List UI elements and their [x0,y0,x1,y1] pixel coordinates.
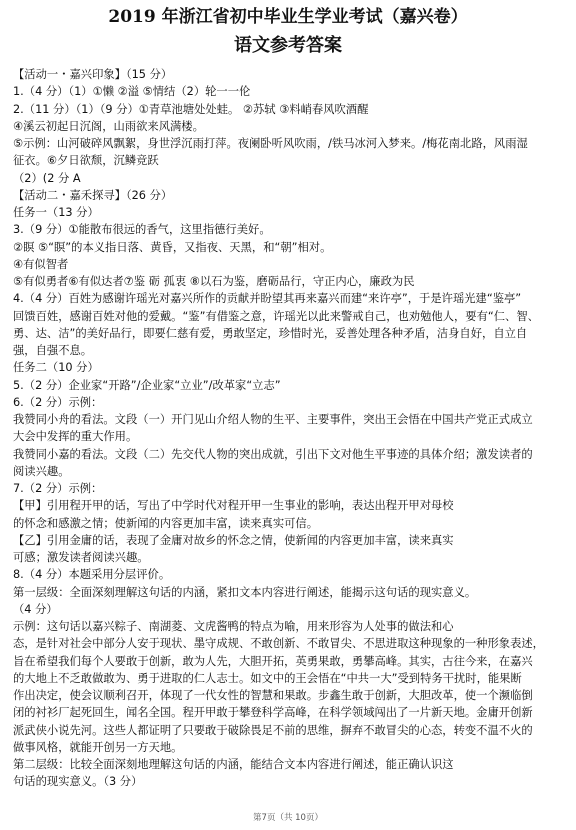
exam-title: 2019 年浙江省初中毕业生学业考试（嘉兴卷） [108,7,468,27]
text-line: 6.（2 分）示例： [13,395,103,409]
answer-body [13,66,565,791]
text-line: 1.（4 分）（1）①懒 ②溢 ⑤情结（2）轮一一伦 [13,85,251,99]
text-line: 【活动一・嘉兴印象】（15 分） [13,68,173,81]
text-line: 闭的衬衫厂起死回生，闻名全国。程开甲敢于攀登科学高峰，在科学领域闯出了一片新天地。金庸开创新 [13,706,533,720]
text-line: 5.（2 分）企业家“开路”/企业家“立业”/改革家“立志” [13,378,281,392]
text-line: （2）(2 分 A [13,171,81,185]
text-line: 第一层级：全面深刻理解这句话的内涵，紧扣文本内容进行阐述，能揭示这句话的现实意义。 [13,585,477,599]
text-line: 7.（2 分）示例： [13,482,103,495]
text-line: 的怀念和感激之情；使新闻的内容更加丰富，读来真实可信。 [13,516,319,530]
text-line: 作出决定，使会议顺利召开，体现了一代女性的智慧和果敢。步鑫生敢于创新，大胆改革，使一个濒临倒 [13,689,533,702]
text-line: 2.（11 分）（1）（9 分）①青草池塘处处蛙。 ②苏轼 ③料峭春风吹酒醒 [13,102,369,116]
page-number: 第7页（共 10页） [253,813,323,823]
text-line: 示例：这句话以嘉兴粽子、南湖菱、文虎酱鸭的特点为喻，用来形容为人处事的做法和心 [13,620,454,633]
text-line: 第二层级：比较全面深刻地理解这句话的内涵，能结合文本内容进行阐述，能正确认识这 [13,758,454,771]
text-line: 勇、达、洁”的美好品行，即要仁慈有爱，勇敢坚定，珍惜时光，妥善处理各种矛盾，洁身自好，自立自 [13,326,528,340]
text-line: ④溪云初起日沉阁，山雨欲来风满楼。 [13,119,204,133]
text-line: 强，自强不息。 [13,344,93,357]
text-line: ⑤有似勇者⑥有似达者⑦鉴 砺 孤衷 ⑧以石为鉴，磨砺品行，守正内心，廉政为民 [13,275,415,288]
text-line: 8.（4 分）本题采用分层评价。 [13,568,171,582]
answer-key-subtitle: 语文参考答案 [234,35,342,56]
text-line: 征衣。⑥夕日欲颓，沉鳞竞跃 [13,154,159,168]
text-line: 【甲】引用程开甲的话，写出了中学时代对程开甲一生事业的影响，表达出程开甲对母校 [13,499,454,513]
text-line: 任务一（13 分） [13,206,99,219]
text-line: ④有似智者 [13,257,69,271]
text-line: 【活动二・嘉禾探寻】（26 分） [13,188,173,202]
text-line: 派武侠小说先河。这些人都证明了只要敢于破除畏足不前的思维，摒弃不敢冒尖的心态，转变不温不火的 [13,723,533,737]
text-line: ②瞑 ⑤“瞑”的本义指日落、黄昏，又指夜、天黑，和“朝”相对。 [13,240,332,254]
text-line: 我赞同小舟的看法。文段（一）开门见山介绍人物的生平、主要事件，突出王会悟在中国共产党正式成立 [13,413,533,426]
text-line: 旨在希望我们每个人要敢于创新，敢为人先，大胆开拓，英勇果敢，勇攀高峰。其实，古往今来，在嘉兴 [13,654,533,668]
text-line: 我赞同小嘉的看法。文段（二）先交代人物的突出成就，引出下文对他生平事迹的具体介绍；激发读者的 [13,447,533,461]
text-line: 句话的现实意义。（3 分） [13,775,143,789]
text-line: 任务二（10 分） [13,361,99,375]
text-line: ⑤示例：山河破碎风飘絮，身世浮沉雨打萍。夜阑卧听风吹雨，/铁马冰河入梦来。/梅花南北路，风雨湿 [13,137,528,150]
text-line: 【乙】引用金庸的话，表现了金庸对故乡的怀念之情，使新闻的内容更加丰富，读来真实 [13,533,454,547]
text-line: 做事风格，就能开创另一方天地。 [13,740,183,754]
text-line: 回馈百姓，感谢百姓对他的爱戴。“鉴”有借鉴之意，许瑶光以此来警戒自己，也劝勉他人，要有“仁、智、 [13,309,539,323]
text-line: 大会中发挥的重大作用。 [13,430,138,444]
text-line: （4 分） [13,602,58,616]
text-line: 态，是针对社会中部分人安于现状、墨守成规、不敢创新、不敢冒尖、不思进取这种现象的一种形象表述， [13,637,544,651]
text-line: 的大地上不乏敢做敢为、勇于进取的仁人志士。如文中的王会悟在“中共一大”受到特务干扰时，能果断 [13,671,522,685]
text-line: 阅读兴趣。 [13,464,70,478]
text-line: 3.（9 分）①能散布很远的香气，这里指德行美好。 [13,223,271,237]
text-line: 可感；激发读者阅读兴趣。 [13,551,149,564]
text-line: 4.（4 分）百姓为感谢许瑶光对嘉兴所作的贡献并盼望其再来嘉兴而建“来许亭”，于是许瑶光建“鉴亭” [13,292,522,306]
